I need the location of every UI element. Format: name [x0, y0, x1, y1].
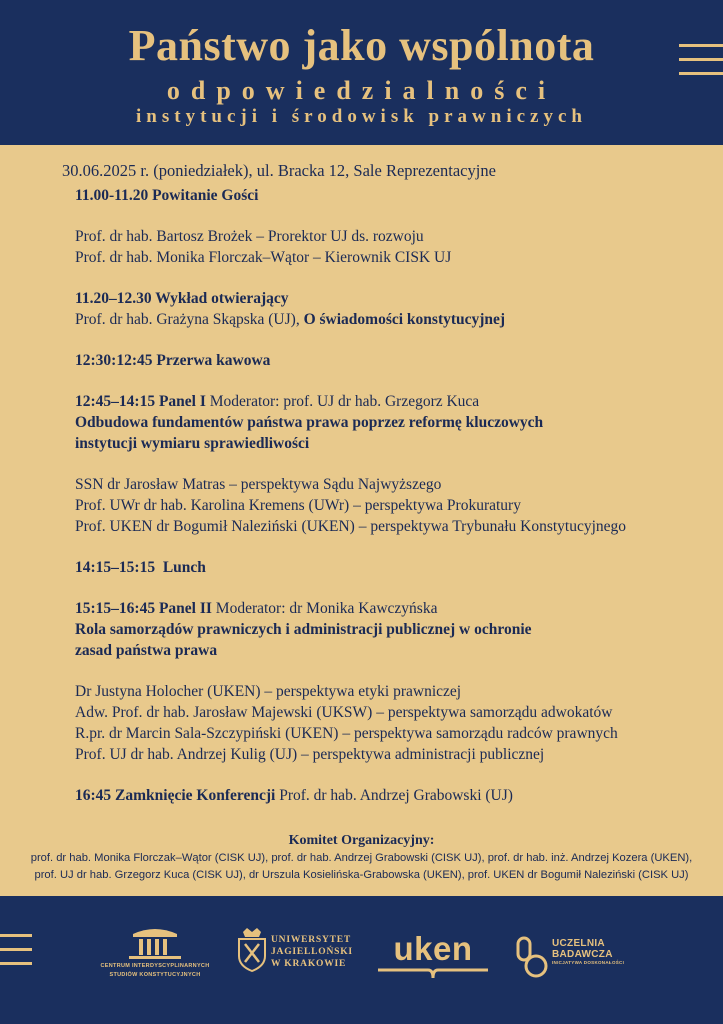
- uken-logo-text: uken: [393, 930, 473, 967]
- panel-2-speakers: [75, 681, 713, 765]
- session-closing: [75, 785, 713, 806]
- uczelnia-badawcza-logo: [516, 936, 656, 985]
- header-banner: [0, 0, 723, 145]
- panel-topic: Rola samorządów prawniczych i administracji publicznej w ochronie: [75, 621, 532, 638]
- uj-crest-icon: [237, 928, 267, 972]
- panel-1-speakers: [75, 474, 713, 537]
- header-decorative-lines: [679, 44, 723, 86]
- committee-members-line: prof. dr hab. Monika Florczak–Wątor (CISK UJ), prof. dr hab. Andrzej Grabowski (CISK UJ), prof. dr hab. inż. Andrzej Kozera (UKEN),: [30, 852, 693, 864]
- session-heading: 16:45 Zamknięcie Konferencji: [75, 787, 276, 804]
- welcome-speakers: [75, 226, 713, 268]
- lecture-title: O świadomości konstytucyjnej: [303, 311, 506, 328]
- event-date-location: 30.06.2025 r. (poniedziałek), ul. Bracka 12, Sale Reprezentacyjne: [62, 161, 496, 180]
- speaker-line: R.pr. dr Marcin Sala-Szczypiński (UKEN) – perspektywa samorządu radców prawnych: [75, 725, 618, 742]
- program: [62, 160, 713, 820]
- session-panel-1: [75, 391, 713, 454]
- cisk-logo-line: CENTRUM INTERDYSCYPLINARNYCH: [100, 963, 210, 969]
- panel-heading-line: [75, 598, 713, 619]
- moderator: Moderator: dr Monika Kawczyńska: [211, 600, 438, 617]
- speaker-line: Prof. UJ dr hab. Andrzej Kulig (UJ) – perspektywa administracji publicznej: [75, 746, 545, 763]
- speaker-line: Adw. Prof. dr hab. Jarosław Majewski (UKSW) – perspektywa samorządu adwokatów: [75, 704, 613, 721]
- session-heading: 12:30:12:45 Przerwa kawowa: [75, 352, 271, 369]
- moderator: Moderator: prof. UJ dr hab. Grzegorz Kuca: [205, 393, 480, 410]
- footer-banner: [0, 896, 723, 1024]
- panel-heading-line: [75, 391, 713, 412]
- title-line-1: Państwo jako wspólnota: [128, 21, 595, 70]
- speaker-line: Prof. dr hab. Monika Florczak–Wątor – Kierownik CISK UJ: [75, 249, 452, 266]
- title-line-3: instytucji i środowisk prawniczych: [136, 106, 587, 127]
- closing-line: [75, 785, 713, 806]
- speaker-line: Prof. dr hab. Bartosz Brożek – Prorektor UJ ds. rozwoju: [75, 228, 424, 245]
- ub-logo-line: INICJATYWA DOSKONAŁOŚCI: [552, 960, 625, 965]
- book-icon: [378, 966, 488, 980]
- speaker-line: SSN dr Jarosław Matras – perspektywa Sądu Najwyższego: [75, 476, 442, 493]
- uj-logo-line: W KRAKOWIE: [271, 959, 347, 969]
- session-welcome: [75, 185, 713, 206]
- speaker-line: Prof. UWr dr hab. Karolina Kremens (UWr) – perspektywa Prokuratury: [75, 497, 521, 514]
- committee-members-line: prof. UJ dr hab. Grzegorz Kuca (CISK UJ), dr Urszula Kosielińska-Grabowska (UKEN), prof. UKEN dr Bogumił Naleziński (CISK UJ): [34, 869, 689, 881]
- panel-topic: zasad państwa prawa: [75, 642, 218, 659]
- panel-topic: Odbudowa fundamentów państwa prawa poprzez reformę kluczowych: [75, 414, 544, 431]
- session-lunch: [75, 557, 713, 578]
- footer-decorative-lines: [0, 934, 32, 976]
- session-heading: 15:15–16:45 Panel II: [75, 600, 212, 617]
- speaker-name: Prof. dr hab. Grażyna Skąpska (UJ),: [75, 311, 304, 328]
- column-icon: [127, 926, 183, 962]
- session-opening: [75, 288, 713, 330]
- session-heading: 14:15–15:15 Lunch: [75, 559, 206, 576]
- session-heading: 11.20–12.30 Wykład otwierający: [75, 290, 289, 307]
- session-coffee: [75, 350, 713, 371]
- cisk-logo: [95, 926, 215, 980]
- uj-logo-line: JAGIELLOŃSKI: [271, 947, 353, 957]
- speaker-line: Prof. UKEN dr Bogumił Naleziński (UKEN) – perspektywa Trybunału Konstytucyjnego: [75, 518, 627, 535]
- uj-logo-line: UNIWERSYTET: [271, 935, 352, 945]
- organizing-committee: [0, 832, 723, 884]
- ub-logo-text: [552, 938, 624, 966]
- ub-symbol-icon: [516, 936, 550, 980]
- session-heading: 12:45–14:15 Panel I: [75, 393, 206, 410]
- panel-topic: instytucji wymiaru sprawiedliwości: [75, 435, 310, 452]
- session-panel-2: [75, 598, 713, 661]
- ub-logo-line: BADAWCZA: [552, 949, 613, 960]
- cisk-logo-line: STUDIÓW KONSTYTUCYJNYCH: [109, 972, 201, 978]
- title-line-2: odpowiedzialności: [166, 76, 557, 105]
- closing-speaker: Prof. dr hab. Andrzej Grabowski (UJ): [275, 787, 513, 804]
- opening-speaker-line: [75, 309, 713, 330]
- committee-title: Komitet Organizacyjny:: [288, 833, 435, 848]
- session-heading: 11.00-11.20 Powitanie Gości: [75, 187, 259, 204]
- uken-logo: [378, 932, 488, 985]
- uj-logo: [237, 928, 357, 977]
- uj-logo-text: [271, 934, 353, 970]
- ub-logo-line: UCZELNIA: [552, 938, 605, 949]
- speaker-line: Dr Justyna Holocher (UKEN) – perspektywa etyki prawniczej: [75, 683, 462, 700]
